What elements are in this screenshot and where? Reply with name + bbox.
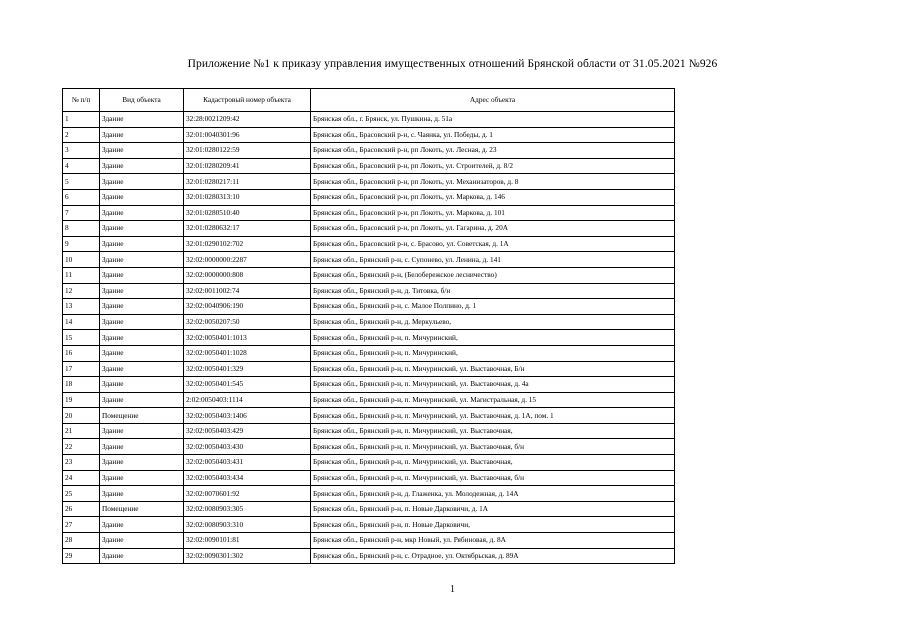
cell-number: 6 xyxy=(63,189,100,205)
table-row xyxy=(63,236,675,252)
table-row xyxy=(63,158,675,174)
cell-object-type: Здание xyxy=(100,112,184,128)
cell-object-type: Здание xyxy=(100,377,184,393)
table-row xyxy=(63,408,675,424)
table-row xyxy=(63,392,675,408)
cell-object-type: Здание xyxy=(100,392,184,408)
cell-cadastral-number: 32:02:0050207:50 xyxy=(184,314,311,330)
cell-address: Брянская обл., г. Брянск, ул. Пушкина, д. 51а xyxy=(311,112,675,128)
cell-object-type: Здание xyxy=(100,127,184,143)
cell-cadastral-number: 32:02:0080903:310 xyxy=(184,517,311,533)
cell-number: 8 xyxy=(63,221,100,237)
table-row xyxy=(63,299,675,315)
table-row xyxy=(63,517,675,533)
cell-number: 15 xyxy=(63,330,100,346)
cell-cadastral-number: 32:01:0280217:11 xyxy=(184,174,311,190)
cell-number: 17 xyxy=(63,361,100,377)
cell-address: Брянская обл., Брянский р-н, п. Мичуринский, ул. Выставочная, д. 4а xyxy=(311,377,675,393)
table-row xyxy=(63,470,675,486)
cell-cadastral-number: 32:02:0080903:305 xyxy=(184,501,311,517)
cell-cadastral-number: 32:02:0040906:190 xyxy=(184,299,311,315)
cell-address: Брянская обл., Брасовский р-н, рп Локоть, ул. Маркова, д. 146 xyxy=(311,189,675,205)
table-body xyxy=(63,112,675,564)
cell-object-type: Здание xyxy=(100,517,184,533)
cell-cadastral-number: 32:02:0090101:81 xyxy=(184,533,311,549)
table-row xyxy=(63,143,675,159)
table-row xyxy=(63,361,675,377)
cell-number: 19 xyxy=(63,392,100,408)
table-row xyxy=(63,127,675,143)
cell-object-type: Здание xyxy=(100,314,184,330)
cell-address: Брянская обл., Брянский р-н, п. Мичуринский, ул. Выставочная, xyxy=(311,423,675,439)
cell-address: Брянская обл., Брянский р-н, д. Меркульево, xyxy=(311,314,675,330)
cell-object-type: Помещение xyxy=(100,408,184,424)
cell-number: 4 xyxy=(63,158,100,174)
cell-cadastral-number: 32:28:0021209:42 xyxy=(184,112,311,128)
cell-number: 3 xyxy=(63,143,100,159)
cell-cadastral-number: 32:02:0050403:434 xyxy=(184,470,311,486)
cell-object-type: Здание xyxy=(100,221,184,237)
cell-object-type: Здание xyxy=(100,361,184,377)
cell-cadastral-number: 32:01:0040301:96 xyxy=(184,127,311,143)
cell-number: 26 xyxy=(63,501,100,517)
cell-number: 16 xyxy=(63,345,100,361)
document-title: Приложение №1 к приказу управления имущественных отношений Брянской области от 31.05.2021 №926 xyxy=(187,58,718,70)
cell-object-type: Здание xyxy=(100,283,184,299)
cell-object-type: Здание xyxy=(100,189,184,205)
cell-object-type: Здание xyxy=(100,143,184,159)
table-row xyxy=(63,423,675,439)
cell-object-type: Здание xyxy=(100,267,184,283)
cell-address: Брянская обл., Брянский р-н, мкр Новый, ул. Рябиновая, д. 8А xyxy=(311,533,675,549)
table-row xyxy=(63,486,675,502)
cell-cadastral-number: 32:02:0070601:92 xyxy=(184,486,311,502)
column-header-object-type: Вид объекта xyxy=(100,89,184,112)
cell-cadastral-number: 32:02:0000000:808 xyxy=(184,267,311,283)
cell-cadastral-number: 32:02:0050401:545 xyxy=(184,377,311,393)
cell-address: Брянская обл., Брасовский р-н, с. Брасово, ул. Советская, д. 1А xyxy=(311,236,675,252)
table-row xyxy=(63,267,675,283)
cell-object-type: Здание xyxy=(100,330,184,346)
cell-address: Брянская обл., Брянский р-н, п. Мичуринский, ул. Выставочная, б/н xyxy=(311,439,675,455)
cell-number: 18 xyxy=(63,377,100,393)
column-header-address: Адрес объекта xyxy=(311,89,675,112)
cell-cadastral-number: 32:01:0280122:59 xyxy=(184,143,311,159)
cell-cadastral-number: 32:02:0000000:2287 xyxy=(184,252,311,268)
table-row xyxy=(63,548,675,564)
cell-address: Брянская обл., Брянский р-н, п. Мичуринский, ул. Выставочная, Б/н xyxy=(311,361,675,377)
table-row xyxy=(63,174,675,190)
cell-cadastral-number: 32:02:0050403:1406 xyxy=(184,408,311,424)
cell-object-type: Здание xyxy=(100,533,184,549)
cell-address: Брянская обл., Брянский р-н, п. Мичуринский, ул. Выставочная, б/н xyxy=(311,470,675,486)
cell-address: Брянская обл., Брянский р-н, п. Новые Дарковичи, д. 1А xyxy=(311,501,675,517)
table-row xyxy=(63,283,675,299)
cell-address: Брянская обл., Брасовский р-н, с. Чаянка, ул. Победы, д. 1 xyxy=(311,127,675,143)
cell-cadastral-number: 32:02:0011002:74 xyxy=(184,283,311,299)
cell-cadastral-number: 32:02:0090301:302 xyxy=(184,548,311,564)
table-row xyxy=(63,533,675,549)
table-row xyxy=(63,345,675,361)
cell-cadastral-number: 32:02:0050401:329 xyxy=(184,361,311,377)
cell-address: Брянская обл., Брянский р-н, п. Мичуринский, ул. Выставочная, xyxy=(311,455,675,471)
cell-address: Брянская обл., Брасовский р-н, рп Локоть, ул. Гагарина, д. 20А xyxy=(311,221,675,237)
cell-address: Брянская обл., Брасовский р-н, рп Локоть, ул. Механизаторов, д. 8 xyxy=(311,174,675,190)
cell-address: Брянская обл., Брянский р-н, с. Отрадное, ул. Октябрьская, д. 89А xyxy=(311,548,675,564)
cell-number: 28 xyxy=(63,533,100,549)
cell-cadastral-number: 32:01:0290102:702 xyxy=(184,236,311,252)
cell-number: 11 xyxy=(63,267,100,283)
table-row xyxy=(63,112,675,128)
cell-number: 23 xyxy=(63,455,100,471)
cell-address: Брянская обл., Брянский р-н, п. Мичуринский, ул. Магистральная, д. 15 xyxy=(311,392,675,408)
cell-object-type: Здание xyxy=(100,158,184,174)
cell-number: 12 xyxy=(63,283,100,299)
table-row xyxy=(63,221,675,237)
cell-object-type: Здание xyxy=(100,345,184,361)
cell-address: Брянская обл., Брянский р-н, д. Глаженка, ул. Молодежная, д. 14А xyxy=(311,486,675,502)
cell-address: Брянская обл., Брянский р-н, п. Мичуринский, ул. Выставочная, д. 1А, пом. 1 xyxy=(311,408,675,424)
cell-number: 9 xyxy=(63,236,100,252)
table-row xyxy=(63,455,675,471)
cell-cadastral-number: 32:02:0050401:1028 xyxy=(184,345,311,361)
cell-address: Брянская обл., Брянский р-н, п. Мичуринский, xyxy=(311,330,675,346)
cell-object-type: Здание xyxy=(100,548,184,564)
cell-cadastral-number: 2:02:0050403:1114 xyxy=(184,392,311,408)
cell-object-type: Здание xyxy=(100,455,184,471)
cell-object-type: Здание xyxy=(100,236,184,252)
cell-address: Брянская обл., Брянский р-н, п. Мичуринский, xyxy=(311,345,675,361)
property-registry-table xyxy=(62,88,675,564)
cell-address: Брянская обл., Брянский р-н, с. Малое Полпино, д. 1 xyxy=(311,299,675,315)
cell-cadastral-number: 32:01:0280632:17 xyxy=(184,221,311,237)
cell-number: 13 xyxy=(63,299,100,315)
cell-cadastral-number: 32:02:0050403:429 xyxy=(184,423,311,439)
cell-number: 1 xyxy=(63,112,100,128)
page-number: 1 xyxy=(450,584,455,595)
table-row xyxy=(63,205,675,221)
cell-number: 21 xyxy=(63,423,100,439)
column-header-cadastral-number: Кадастровый номер объекта xyxy=(184,89,311,112)
cell-cadastral-number: 32:02:0050403:431 xyxy=(184,455,311,471)
cell-object-type: Здание xyxy=(100,174,184,190)
cell-number: 10 xyxy=(63,252,100,268)
cell-cadastral-number: 32:01:0280313:10 xyxy=(184,189,311,205)
cell-object-type: Здание xyxy=(100,423,184,439)
table-header-row xyxy=(63,89,675,112)
cell-number: 24 xyxy=(63,470,100,486)
cell-object-type: Здание xyxy=(100,205,184,221)
cell-number: 7 xyxy=(63,205,100,221)
cell-number: 20 xyxy=(63,408,100,424)
cell-object-type: Здание xyxy=(100,299,184,315)
table-row xyxy=(63,439,675,455)
cell-object-type: Здание xyxy=(100,439,184,455)
table-row xyxy=(63,330,675,346)
table-row xyxy=(63,252,675,268)
cell-address: Брянская обл., Брасовский р-н, рп Локоть, ул. Лесная, д. 23 xyxy=(311,143,675,159)
table-row xyxy=(63,377,675,393)
cell-cadastral-number: 32:02:0050403:430 xyxy=(184,439,311,455)
cell-number: 22 xyxy=(63,439,100,455)
cell-address: Брянская обл., Брянский р-н, д. Титовка, б/н xyxy=(311,283,675,299)
cell-address: Брянская обл., Брянский р-н, п. Новые Дарковичи, xyxy=(311,517,675,533)
cell-object-type: Здание xyxy=(100,486,184,502)
cell-cadastral-number: 32:01:0280209:41 xyxy=(184,158,311,174)
table-row xyxy=(63,314,675,330)
cell-address: Брянская обл., Брасовский р-н, рп Локоть, ул. Строителей, д. 8/2 xyxy=(311,158,675,174)
cell-cadastral-number: 32:01:0280510:40 xyxy=(184,205,311,221)
table-row xyxy=(63,501,675,517)
cell-cadastral-number: 32:02:0050401:1013 xyxy=(184,330,311,346)
cell-object-type: Здание xyxy=(100,252,184,268)
cell-number: 14 xyxy=(63,314,100,330)
cell-number: 27 xyxy=(63,517,100,533)
table-row xyxy=(63,189,675,205)
cell-number: 25 xyxy=(63,486,100,502)
cell-object-type: Помещение xyxy=(100,501,184,517)
cell-address: Брянская обл., Брянский р-н, (Белобережское лесничество) xyxy=(311,267,675,283)
cell-number: 5 xyxy=(63,174,100,190)
cell-address: Брянская обл., Брянский р-н, с. Супонево, ул. Ленина, д. 141 xyxy=(311,252,675,268)
cell-address: Брянская обл., Брасовский р-н, рп Локоть, ул. Маркова, д. 101 xyxy=(311,205,675,221)
cell-number: 2 xyxy=(63,127,100,143)
column-header-number: № п/п xyxy=(63,89,100,112)
cell-number: 29 xyxy=(63,548,100,564)
cell-object-type: Здание xyxy=(100,470,184,486)
